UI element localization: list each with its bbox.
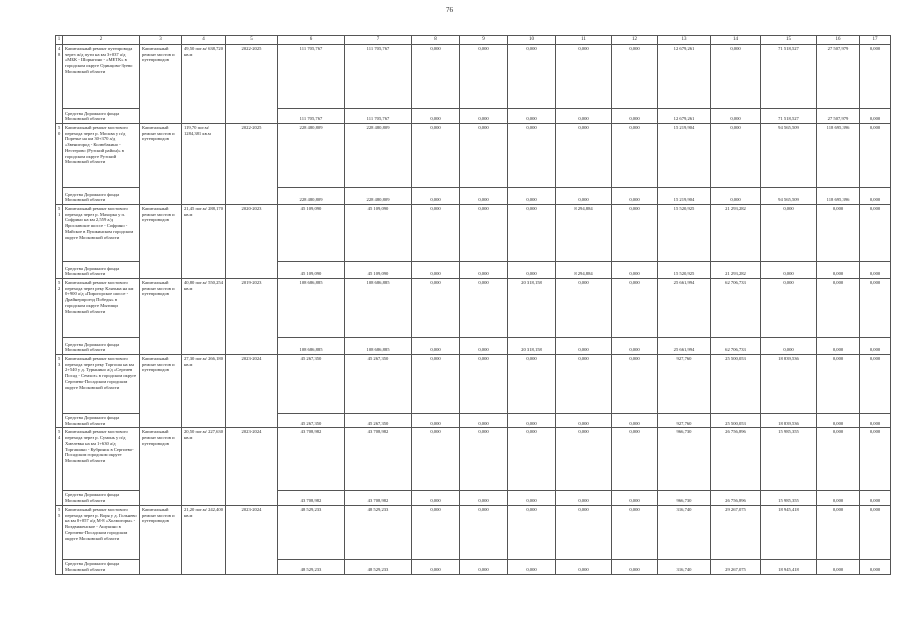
column-number: 16: [817, 36, 860, 45]
value-cell: 21 293,282: [711, 205, 761, 262]
value-cell: 0,000: [556, 414, 612, 428]
value-cell: 966,730: [658, 491, 711, 505]
value-cell: 0,000: [612, 491, 658, 505]
value-cell: 0,000: [556, 279, 612, 338]
row-number: 52: [56, 279, 63, 355]
column-number: 4: [182, 36, 226, 45]
row-number: 54: [56, 428, 63, 505]
value-cell: 0,000: [460, 338, 508, 355]
funding-source: Средства Дорожного фонда Московской области: [63, 262, 140, 279]
value-cell: 0,000: [817, 428, 860, 491]
work-type: Капитальный ремонт мостов и путепроводов: [140, 428, 182, 505]
value-cell: 0,000: [508, 124, 556, 188]
value-cell: 0,000: [460, 428, 508, 491]
column-number: 3: [140, 36, 182, 45]
value-cell: 0,000: [612, 428, 658, 491]
value-cell: 111 705,767: [345, 109, 412, 124]
value-cell: 0,000: [412, 262, 460, 279]
funding-source: Средства Дорожного фонда Московской области: [63, 414, 140, 428]
value-cell: 0,000: [460, 491, 508, 505]
funding-source: Средства Дорожного фонда Московской области: [63, 559, 140, 574]
value-cell: 12 679,261: [658, 45, 711, 109]
value-cell: 0,000: [860, 428, 891, 491]
value-cell: 0,000: [460, 205, 508, 262]
value-cell: 0,000: [612, 188, 658, 205]
value-cell: 0,000: [817, 338, 860, 355]
row-number: 50: [56, 124, 63, 205]
value-cell: 0,000: [817, 414, 860, 428]
value-cell: 0,000: [508, 559, 556, 574]
project-name: Капитальный ремонт мостового перехода через р. Воря у д. Гольнево на км 0+057 а/д М-8 «Холмогоры» - Воздвиженское - Ашукино в Сергиево-Посадском городском округе Московской области: [63, 505, 140, 559]
value-cell: 43 708,982: [345, 428, 412, 491]
value-cell: 0,000: [556, 505, 612, 559]
value-cell: 0,000: [412, 491, 460, 505]
column-number: 13: [658, 36, 711, 45]
table-row: [56, 124, 891, 188]
project-name: Капитальный ремонт мостового перехода через р. Махорка у п. Софрино на км 2,559 а/д Ярославское шоссе - Софрино - Майское в Пушкинском городском округе Московской области: [63, 205, 140, 262]
value-cell: 94 565,509: [761, 188, 817, 205]
value-cell: 0,000: [612, 414, 658, 428]
value-cell: 20 318,158: [508, 279, 556, 338]
value-cell: 111 705,767: [278, 109, 345, 124]
value-cell: 0,000: [508, 428, 556, 491]
value-cell: 25 661,994: [658, 279, 711, 338]
value-cell: 0,000: [612, 262, 658, 279]
value-cell: 316,740: [658, 505, 711, 559]
column-number-row: [56, 36, 891, 45]
column-number: 10: [508, 36, 556, 45]
value-cell: 8 294,884: [556, 205, 612, 262]
value-cell: 45 109,090: [345, 205, 412, 262]
value-cell: 0,000: [460, 188, 508, 205]
value-cell: 45 109,090: [278, 262, 345, 279]
value-cell: 228 480,809: [278, 188, 345, 205]
value-cell: 0,000: [612, 109, 658, 124]
value-cell: 108 686,885: [345, 338, 412, 355]
value-cell: 927,760: [658, 355, 711, 414]
work-type: Капитальный ремонт мостов и путепроводов: [140, 279, 182, 355]
row-number: 51: [56, 205, 63, 279]
value-cell: 0,000: [508, 45, 556, 109]
value-cell: 45 109,090: [278, 205, 345, 262]
value-cell: 0,000: [860, 188, 891, 205]
value-cell: 25 500,053: [711, 355, 761, 414]
project-name: Капитальный ремонт мостового перехода через р. Москва у п/д Поречье на км 30+370 а/д «Звенигород - Колюбакино - Нестерово (Рузский район)» в городском округе Рузский Московской области: [63, 124, 140, 188]
value-cell: 0,000: [711, 124, 761, 188]
value-cell: 48 529,233: [345, 505, 412, 559]
value-cell: 15 520,925: [658, 262, 711, 279]
value-cell: 25 661,994: [658, 338, 711, 355]
value-cell: 15 985,355: [761, 428, 817, 491]
value-cell: 0,000: [612, 45, 658, 109]
value-cell: 18 945,418: [761, 505, 817, 559]
value-cell: 25 500,053: [711, 414, 761, 428]
value-cell: 48 529,233: [278, 559, 345, 574]
value-cell: 0,000: [460, 414, 508, 428]
value-cell: 0,000: [412, 205, 460, 262]
value-cell: 0,000: [556, 355, 612, 414]
value-cell: 0,000: [412, 559, 460, 574]
value-cell: 43 708,982: [345, 491, 412, 505]
value-cell: 0,000: [508, 262, 556, 279]
column-number: 2: [63, 36, 140, 45]
value-cell: 0,000: [612, 124, 658, 188]
funding-source: Средства Дорожного фонда Московской области: [63, 338, 140, 355]
value-cell: 108 686,885: [345, 279, 412, 338]
table-row: [56, 505, 891, 559]
value-cell: 0,000: [612, 559, 658, 574]
value-cell: 0,000: [817, 205, 860, 262]
value-cell: 43 708,982: [278, 428, 345, 491]
table-row: [56, 45, 891, 109]
value-cell: 0,000: [508, 109, 556, 124]
project-name: Капитальный ремонт мостового перехода через р. Сумонь у п/д Хмелевка на км 1+630 а/д Торгашино - Кубринск в Сергиево-Посадском городском округе Московской области: [63, 428, 140, 491]
value-cell: 0,000: [860, 262, 891, 279]
value-cell: 0,000: [412, 188, 460, 205]
value-cell: 0,000: [460, 505, 508, 559]
column-number: 14: [711, 36, 761, 45]
value-cell: 0,000: [761, 279, 817, 338]
value-cell: 0,000: [508, 205, 556, 262]
value-cell: 0,000: [508, 414, 556, 428]
row-number: 48: [56, 45, 63, 124]
value-cell: 316,740: [658, 559, 711, 574]
value-cell: 20 318,158: [508, 338, 556, 355]
value-cell: 0,000: [556, 428, 612, 491]
value-cell: 0,000: [556, 559, 612, 574]
value-cell: 0,000: [860, 491, 891, 505]
value-cell: 0,000: [556, 45, 612, 109]
value-cell: 45 109,090: [345, 262, 412, 279]
value-cell: 111 705,767: [278, 45, 345, 109]
value-cell: 94 565,509: [761, 124, 817, 188]
value-cell: 0,000: [860, 559, 891, 574]
value-cell: 0,000: [817, 505, 860, 559]
value-cell: 228 480,809: [345, 188, 412, 205]
project-name: Капитальный ремонт мостового перехода через реку Торгоша на км 2+540 у д. Турынино а/д «Сергиев Посад - Семхоз» в городском округе Сергиево-Посадском городском округе Московской области: [63, 355, 140, 414]
value-cell: 45 267,350: [345, 414, 412, 428]
value-cell: 0,000: [508, 188, 556, 205]
period: 2022-2025: [226, 124, 278, 205]
value-cell: 45 267,350: [278, 355, 345, 414]
value-cell: 0,000: [412, 45, 460, 109]
value-cell: 228 480,809: [345, 124, 412, 188]
value-cell: 0,000: [711, 188, 761, 205]
value-cell: 29 267,075: [711, 559, 761, 574]
value-cell: 108 686,885: [278, 279, 345, 338]
table-body: [56, 36, 891, 575]
value-cell: 48 529,233: [345, 559, 412, 574]
funding-source: Средства Дорожного фонда Московской области: [63, 188, 140, 205]
capacity: 40,80 пог.м/ 550,254 кв.м: [182, 279, 226, 355]
value-cell: 0,000: [612, 505, 658, 559]
column-number: 6: [278, 36, 345, 45]
value-cell: 927,760: [658, 414, 711, 428]
value-cell: 0,000: [412, 414, 460, 428]
column-number: 12: [612, 36, 658, 45]
value-cell: 0,000: [761, 338, 817, 355]
value-cell: 0,000: [412, 428, 460, 491]
value-cell: 0,000: [556, 338, 612, 355]
table-row: [56, 279, 891, 338]
budget-table: [55, 35, 891, 575]
page-number: 76: [446, 6, 453, 14]
value-cell: 0,000: [860, 109, 891, 124]
capacity: 27,30 пог.м/ 266,180 кв.м: [182, 355, 226, 428]
value-cell: 0,000: [711, 109, 761, 124]
capacity: 119,70 пог.м/ 1284,381 кв.м: [182, 124, 226, 205]
column-number: 15: [761, 36, 817, 45]
value-cell: 0,000: [612, 338, 658, 355]
work-type: Капитальный ремонт мостов и путепроводов: [140, 45, 182, 124]
value-cell: 0,000: [860, 45, 891, 109]
table-row: [56, 205, 891, 262]
column-number: 17: [860, 36, 891, 45]
value-cell: 0,000: [412, 505, 460, 559]
value-cell: 26 756,896: [711, 491, 761, 505]
period: 2023-2024: [226, 428, 278, 505]
value-cell: 0,000: [612, 205, 658, 262]
value-cell: 27 507,979: [817, 109, 860, 124]
value-cell: 0,000: [860, 279, 891, 338]
value-cell: 0,000: [817, 559, 860, 574]
value-cell: 0,000: [412, 355, 460, 414]
value-cell: 45 267,350: [345, 355, 412, 414]
work-type: Капитальный ремонт мостов и путепроводов: [140, 355, 182, 428]
value-cell: 0,000: [817, 491, 860, 505]
work-type: Капитальный ремонт мостов и путепроводов: [140, 205, 182, 279]
capacity: 20,50 пог.м/ 227,630 кв.м: [182, 428, 226, 505]
value-cell: 0,000: [817, 262, 860, 279]
row-number: 55: [56, 505, 63, 574]
work-type: Капитальный ремонт мостов и путепроводов: [140, 124, 182, 205]
value-cell: 0,000: [460, 45, 508, 109]
row-number: 53: [56, 355, 63, 428]
column-number: 5: [226, 36, 278, 45]
value-cell: 0,000: [412, 124, 460, 188]
value-cell: 18 945,418: [761, 559, 817, 574]
period: 2020-2023: [226, 205, 278, 279]
value-cell: 0,000: [556, 124, 612, 188]
value-cell: 45 267,350: [278, 414, 345, 428]
value-cell: 118 695,396: [817, 124, 860, 188]
capacity: 21,20 пог.м/ 242,400 кв.м: [182, 505, 226, 574]
value-cell: 0,000: [860, 414, 891, 428]
column-number: 9: [460, 36, 508, 45]
value-cell: 43 708,982: [278, 491, 345, 505]
table-row: [56, 428, 891, 491]
value-cell: 0,000: [460, 109, 508, 124]
project-name: Капитальный ремонт мостового перехода через реку Клязьма на км 0+900 а/д «Пирогорское шоссе - Драйнерпроезд Победы» в городском округе Мытищи Московской области: [63, 279, 140, 338]
project-name: Капитальный ремонт путепровода через ж/д пути на км 3+037 а/д «МБК - Шорыгино - «МЕТК» в городском округе Одинцово-Зуево Московской области: [63, 45, 140, 109]
period: 2019-2023: [226, 279, 278, 355]
column-number: 8: [412, 36, 460, 45]
value-cell: 18 839,536: [761, 414, 817, 428]
value-cell: 228 480,809: [278, 124, 345, 188]
value-cell: 15 219,904: [658, 124, 711, 188]
value-cell: 0,000: [612, 279, 658, 338]
value-cell: 118 695,396: [817, 188, 860, 205]
value-cell: 0,000: [460, 262, 508, 279]
value-cell: 0,000: [612, 355, 658, 414]
column-number: 11: [556, 36, 612, 45]
column-number: 7: [345, 36, 412, 45]
value-cell: 0,000: [508, 491, 556, 505]
value-cell: 0,000: [508, 355, 556, 414]
column-number: 1: [56, 36, 63, 45]
funding-source: Средства Дорожного фонда Московской области: [63, 109, 140, 124]
value-cell: 48 529,233: [278, 505, 345, 559]
value-cell: 71 518,527: [761, 109, 817, 124]
value-cell: 111 705,767: [345, 45, 412, 109]
value-cell: 0,000: [412, 109, 460, 124]
capacity: 21,45 пог.м/ 288,170 кв.м: [182, 205, 226, 279]
period: 2023-2024: [226, 355, 278, 428]
value-cell: 0,000: [817, 279, 860, 338]
work-type: Капитальный ремонт мостов и путепроводов: [140, 505, 182, 574]
value-cell: 0,000: [508, 505, 556, 559]
value-cell: 15 520,925: [658, 205, 711, 262]
value-cell: 0,000: [460, 559, 508, 574]
value-cell: 0,000: [556, 188, 612, 205]
value-cell: 0,000: [860, 205, 891, 262]
value-cell: 21 293,282: [711, 262, 761, 279]
value-cell: 27 507,979: [817, 45, 860, 109]
value-cell: 0,000: [860, 505, 891, 559]
value-cell: 0,000: [761, 205, 817, 262]
capacity: 49,50 пог.м/ 638,720 кв.м: [182, 45, 226, 124]
value-cell: 15 219,904: [658, 188, 711, 205]
value-cell: 108 686,885: [278, 338, 345, 355]
value-cell: 0,000: [412, 279, 460, 338]
value-cell: 62 706,733: [711, 279, 761, 338]
value-cell: 966,730: [658, 428, 711, 491]
value-cell: 0,000: [860, 355, 891, 414]
value-cell: 0,000: [711, 45, 761, 109]
period: 2022-2025: [226, 45, 278, 124]
value-cell: 0,000: [860, 124, 891, 188]
value-cell: 0,000: [412, 338, 460, 355]
value-cell: 0,000: [556, 109, 612, 124]
value-cell: 0,000: [860, 338, 891, 355]
value-cell: 12 679,261: [658, 109, 711, 124]
value-cell: 0,000: [460, 279, 508, 338]
value-cell: 0,000: [761, 262, 817, 279]
value-cell: 26 756,896: [711, 428, 761, 491]
value-cell: 0,000: [817, 355, 860, 414]
table-row: [56, 355, 891, 414]
value-cell: 0,000: [460, 355, 508, 414]
value-cell: 62 706,733: [711, 338, 761, 355]
funding-source: Средства Дорожного фонда Московской области: [63, 491, 140, 505]
value-cell: 18 839,536: [761, 355, 817, 414]
value-cell: 0,000: [556, 491, 612, 505]
value-cell: 8 294,884: [556, 262, 612, 279]
value-cell: 29 267,075: [711, 505, 761, 559]
value-cell: 15 985,355: [761, 491, 817, 505]
value-cell: 0,000: [460, 124, 508, 188]
value-cell: 71 518,527: [761, 45, 817, 109]
period: 2023-2024: [226, 505, 278, 574]
